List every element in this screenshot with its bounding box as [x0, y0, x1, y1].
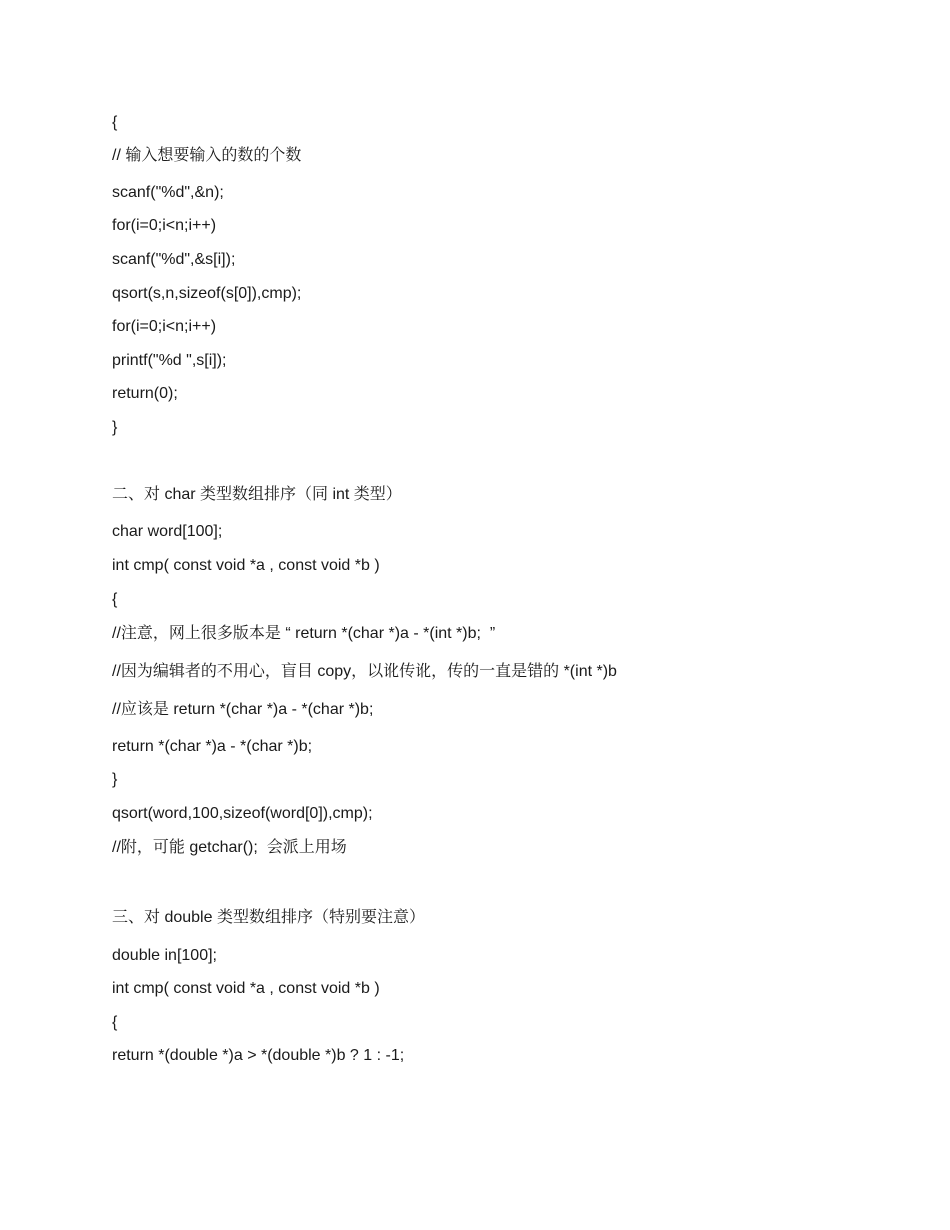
code-line: qsort(word,100,sizeof(word[0]),cmp); — [112, 805, 373, 822]
code-line: for(i=0;i<n;i++) — [112, 318, 217, 335]
code-line: for(i=0;i<n;i++) — [112, 217, 217, 234]
code-line: char word[100]; — [112, 523, 223, 540]
code-line: { — [112, 1014, 118, 1031]
comment-line: //应该是 return *(char *)a - *(char *)b; — [112, 701, 374, 718]
code-line: scanf("%d",&s[i]); — [112, 251, 236, 268]
code-line: { — [112, 114, 118, 131]
code-line: int cmp( const void *a , const void *b ) — [112, 980, 380, 997]
section-heading: 二、对 char 类型数组排序（同 int 类型） — [112, 486, 402, 503]
comment-line: //因为编辑者的不用心，盲目 copy，以讹传讹，传的一直是错的 *(int *)b — [112, 663, 617, 680]
comment-line: //注意，网上很多版本是 “ return *(char *)a - *(int *)b; ” — [112, 625, 496, 642]
code-line: qsort(s,n,sizeof(s[0]),cmp); — [112, 285, 302, 302]
comment-line: // 输入想要输入的数的个数 — [112, 147, 302, 164]
code-line: return *(double *)a > *(double *)b ? 1 : -1; — [112, 1047, 405, 1064]
code-line: return *(char *)a - *(char *)b; — [112, 738, 313, 755]
code-line: printf("%d ",s[i]); — [112, 352, 227, 369]
code-line: } — [112, 419, 118, 436]
code-line: return(0); — [112, 385, 178, 402]
code-line: double in[100]; — [112, 947, 217, 964]
code-line: } — [112, 771, 118, 788]
code-line: int cmp( const void *a , const void *b ) — [112, 557, 380, 574]
code-line: scanf("%d",&n); — [112, 184, 224, 201]
section-heading: 三、对 double 类型数组排序（特别要注意） — [112, 909, 425, 926]
comment-line: //附，可能 getchar(); 会派上用场 — [112, 839, 347, 856]
code-line: { — [112, 591, 118, 608]
